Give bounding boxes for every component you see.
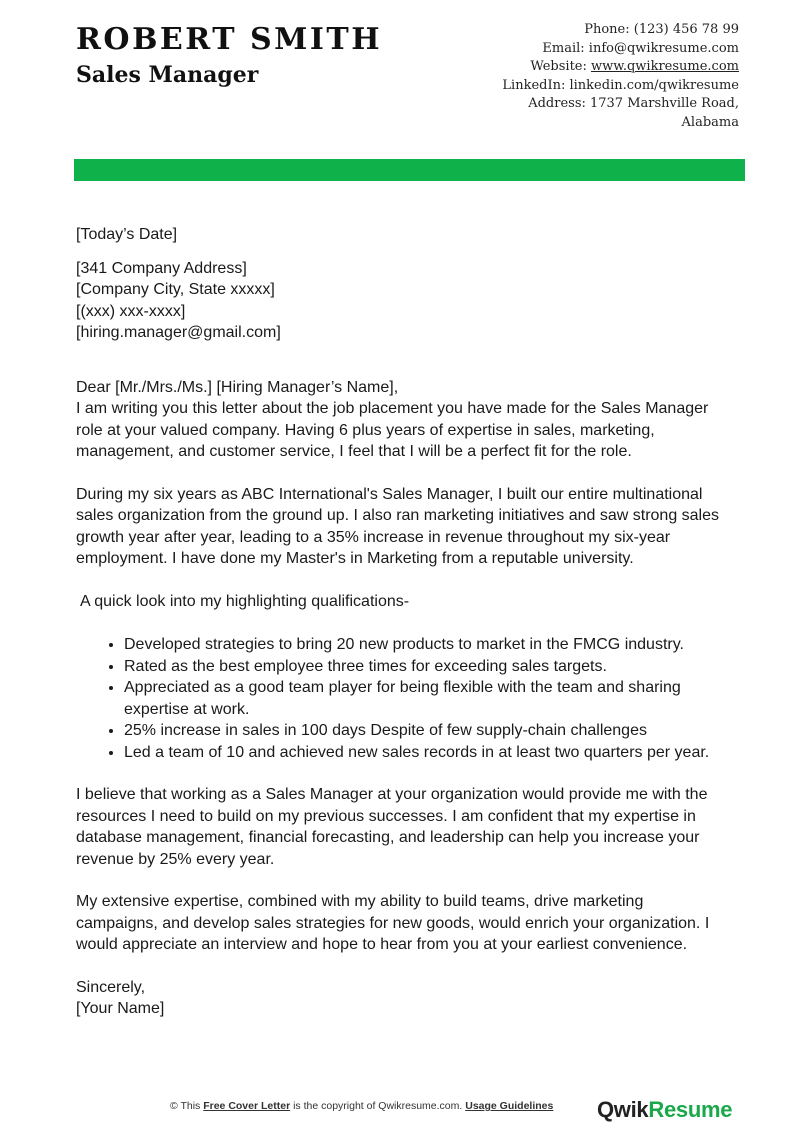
letter-date: [Today’s Date] [76, 226, 178, 243]
contact-email [419, 40, 739, 59]
copyright-notice [170, 1100, 553, 1112]
contact-phone: Phone: (123) 456 78 99 [584, 22, 739, 37]
signature: [Your Name] [76, 1000, 165, 1017]
copyright-middle: is the copyright of Qwikresume.com. [290, 1100, 466, 1112]
letter-body [76, 224, 726, 1020]
recipient-line: [hiring.manager@gmail.com] [76, 324, 281, 341]
recipient-line: [(xxx) xxx-xxxx] [76, 302, 186, 320]
contact-website [419, 58, 739, 77]
applicant-name: ROBERT SMITH [76, 22, 383, 57]
paragraph-experience: During my six years as ABC International's Sales Manager, I built our entire multinational sales organization from the ground up. I also ran marketing initiatives and saw strong sales growth year after year, leading to a 35% increase in revenue throughout my six-year employment. I have done my Master's in Marketing from a reputable university. [76, 485, 720, 567]
copyright-prefix: © This [170, 1100, 204, 1112]
salutation: Dear [Mr./Mrs./Ms.] [Hiring Manager’s Name], [76, 378, 399, 396]
logo-text-resume: Resume [648, 1097, 733, 1122]
qualifications-list [76, 634, 726, 763]
contact-address-line1: Address: 1737 Marshville Road, [528, 96, 739, 111]
qualifications-intro: A quick look into my highlighting qualifications- [80, 592, 410, 610]
list-item: • Developed strategies to bring 20 new products to market in the FMCG industry. [124, 634, 726, 656]
usage-guidelines-link[interactable]: Usage Guidelines [465, 1100, 554, 1112]
recipient-address [76, 258, 726, 344]
contact-address-line2: Alabama [681, 114, 739, 130]
list-item: • Appreciated as a good team player for being flexible with the team and sharing expertise at work. [124, 677, 726, 720]
page-footer [0, 1097, 800, 1122]
logo-text-qwik: Qwik [597, 1097, 649, 1122]
list-item: • 25% increase in sales in 100 days Despite of few supply-chain challenges [124, 720, 726, 742]
accent-divider-bar [74, 159, 745, 181]
contact-linkedin: LinkedIn: linkedin.com/qwikresume [502, 77, 739, 93]
list-item: • Led a team of 10 and achieved new sales records in at least two quarters per year. [124, 742, 726, 764]
website-label: Website: [530, 59, 591, 74]
qwikresume-logo [597, 1097, 732, 1123]
paragraph-fit: I believe that working as a Sales Manager at your organization would provide me with the resources I need to build on my previous successes. I am confident that my expertise in database management, financial forecasting, and leadership can help you increase your revenue by 25% every year. [76, 786, 708, 868]
website-link[interactable]: www.qwikresume.com [591, 59, 739, 74]
contact-block [419, 21, 739, 132]
paragraph-closing: My extensive expertise, combined with my ability to build teams, drive marketing campaigns, and develop sales strategies for new goods, would enrich your organization. I would appreciate an interview and hope to hear from you at your earliest convenience. [76, 893, 710, 953]
free-cover-letter-link[interactable]: Free Cover Letter [203, 1100, 291, 1112]
email-value: info@qwikresume.com [588, 40, 739, 56]
recipient-line: [Company City, State xxxxx] [76, 281, 275, 298]
email-label: Email: [542, 40, 589, 56]
list-item: • Rated as the best employee three times for exceeding sales targets. [124, 656, 726, 678]
closing-phrase: Sincerely, [76, 978, 146, 996]
paragraph-intro: I am writing you this letter about the job placement you have made for the Sales Manager role at your valued company. Having 6 plus years of expertise in sales, marketing, management, and customer service, I feel that I will be a perfect fit for the role. [76, 400, 709, 460]
job-title: Sales Manager [76, 62, 259, 88]
recipient-line: [341 Company Address] [76, 259, 247, 277]
